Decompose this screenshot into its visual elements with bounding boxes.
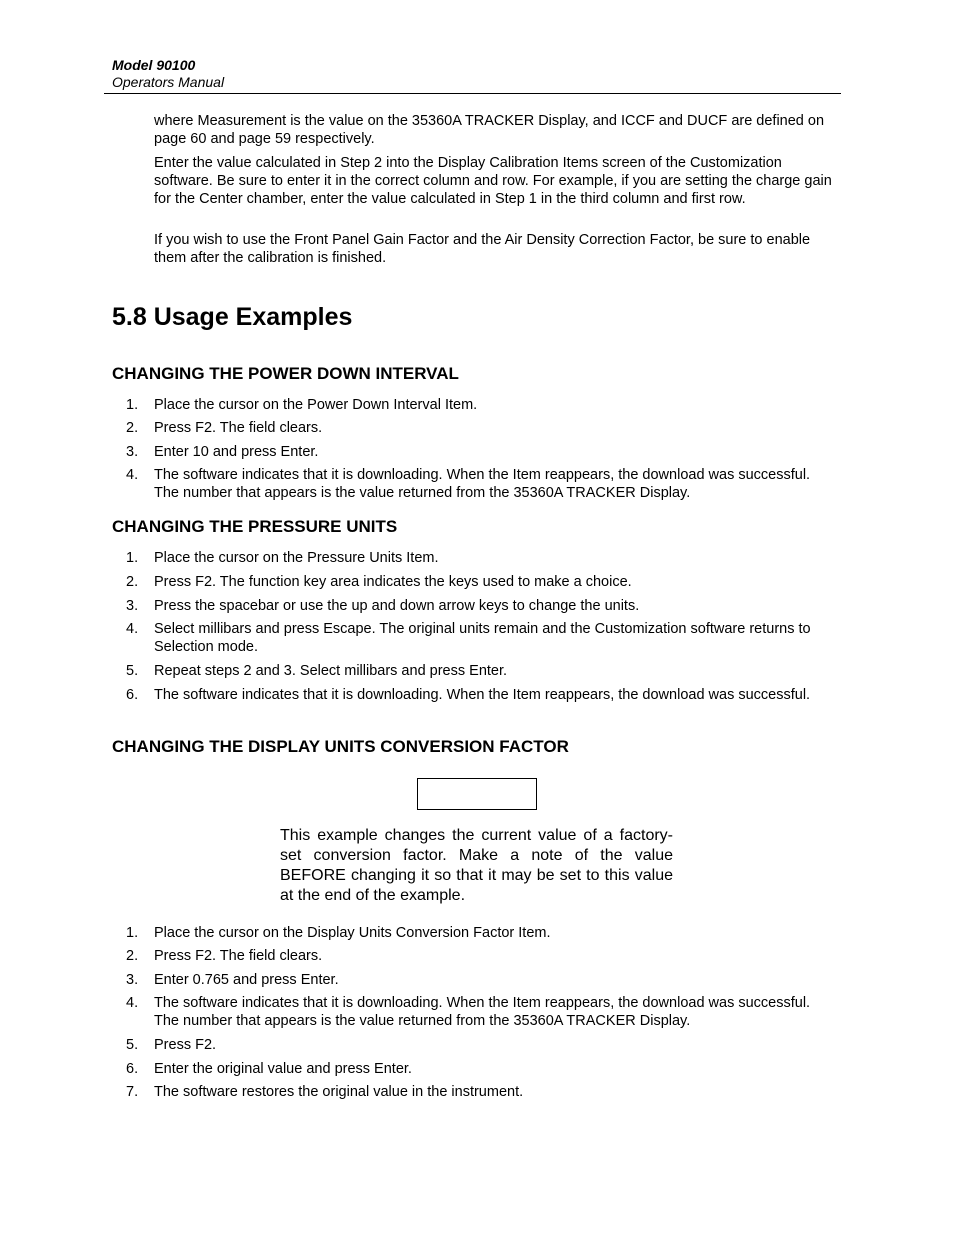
page-header: [112, 57, 840, 91]
step-number: 2.: [126, 420, 139, 436]
step-text: Press F2. The field clears.: [154, 948, 323, 964]
step-text: Repeat steps 2 and 3. Select millibars and press Enter.: [154, 663, 508, 679]
step-number: 4.: [126, 995, 139, 1011]
section-title: 5.8 Usage Examples: [112, 303, 353, 331]
intro-paragraph-3: If you wish to use the Front Panel Gain Factor and the Air Density Correction Factor, be sure to enable them after the calibration is finished.: [154, 232, 811, 266]
step-text: The software restores the original value in the instrument.: [154, 1084, 524, 1100]
step-number: 1.: [126, 550, 139, 566]
header-manual: Operators Manual: [112, 74, 225, 90]
step-number: 1.: [126, 925, 139, 941]
step-text: Place the cursor on the Pressure Units Item.: [154, 550, 439, 566]
step-text: Place the cursor on the Power Down Interval Item.: [154, 397, 478, 413]
step-text: Enter 0.765 and press Enter.: [154, 972, 339, 988]
step-number: 3.: [126, 972, 139, 988]
step-number: 1.: [126, 397, 139, 413]
header-model: Model 90100: [112, 57, 196, 73]
step-text: Press F2. The field clears.: [154, 420, 323, 436]
power-down-title: CHANGING THE POWER DOWN INTERVAL: [112, 364, 459, 383]
step-number: 2.: [126, 948, 139, 964]
step-number: 5.: [126, 1037, 139, 1053]
intro-paragraph-1: where Measurement is the value on the 35360A TRACKER Display, and ICCF and DUCF are defined on page 60 and page 59 respectively.: [154, 113, 825, 147]
step-number: 2.: [126, 574, 139, 590]
step-text: Enter 10 and press Enter.: [154, 444, 319, 460]
step-text: Select millibars and press Escape. The original units remain and the Customization software returns to Selection mode.: [154, 621, 811, 655]
note-box: [417, 778, 537, 810]
step-number: 4.: [126, 621, 139, 637]
display-units-title: CHANGING THE DISPLAY UNITS CONVERSION FACTOR: [112, 737, 569, 756]
step-number: 4.: [126, 467, 139, 483]
pressure-units-title: CHANGING THE PRESSURE UNITS: [112, 517, 398, 536]
step-number: 6.: [126, 1061, 139, 1077]
note-text: This example changes the current value of a factory-set conversion factor. Make a note of the value BEFORE changing it so that it may be set to this value at the end of the example.: [280, 827, 673, 904]
step-text: Press F2.: [154, 1037, 217, 1053]
step-number: 6.: [126, 687, 139, 703]
step-text: Press the spacebar or use the up and down arrow keys to change the units.: [154, 598, 640, 614]
step-text: The software indicates that it is downloading. When the Item reappears, the download was successful. The number that appears is the value returned from the 35360A TRACKER Display.: [154, 467, 811, 501]
step-number: 3.: [126, 598, 139, 614]
header-divider: [104, 93, 841, 94]
step-number: 7.: [126, 1084, 139, 1100]
step-text: Enter the original value and press Enter.: [154, 1061, 412, 1077]
step-text: Place the cursor on the Display Units Conversion Factor Item.: [154, 925, 551, 941]
intro-paragraph-2: Enter the value calculated in Step 2 into the Display Calibration Items screen of the Customization software. Be sure to enter it in the correct column and row. For example, if you are setting the charge gain for the Center chamber, enter the value calculated in Step 1 in the third column and first row.: [154, 155, 832, 207]
step-text: Press F2. The function key area indicates the keys used to make a choice.: [154, 574, 632, 590]
step-text: The software indicates that it is downloading. When the Item reappears, the download was successful. The number that appears is the value returned from the 35360A TRACKER Display.: [154, 995, 811, 1029]
step-number: 5.: [126, 663, 139, 679]
step-text: The software indicates that it is downloading. When the Item reappears, the download was successful.: [154, 687, 811, 703]
step-number: 3.: [126, 444, 139, 460]
